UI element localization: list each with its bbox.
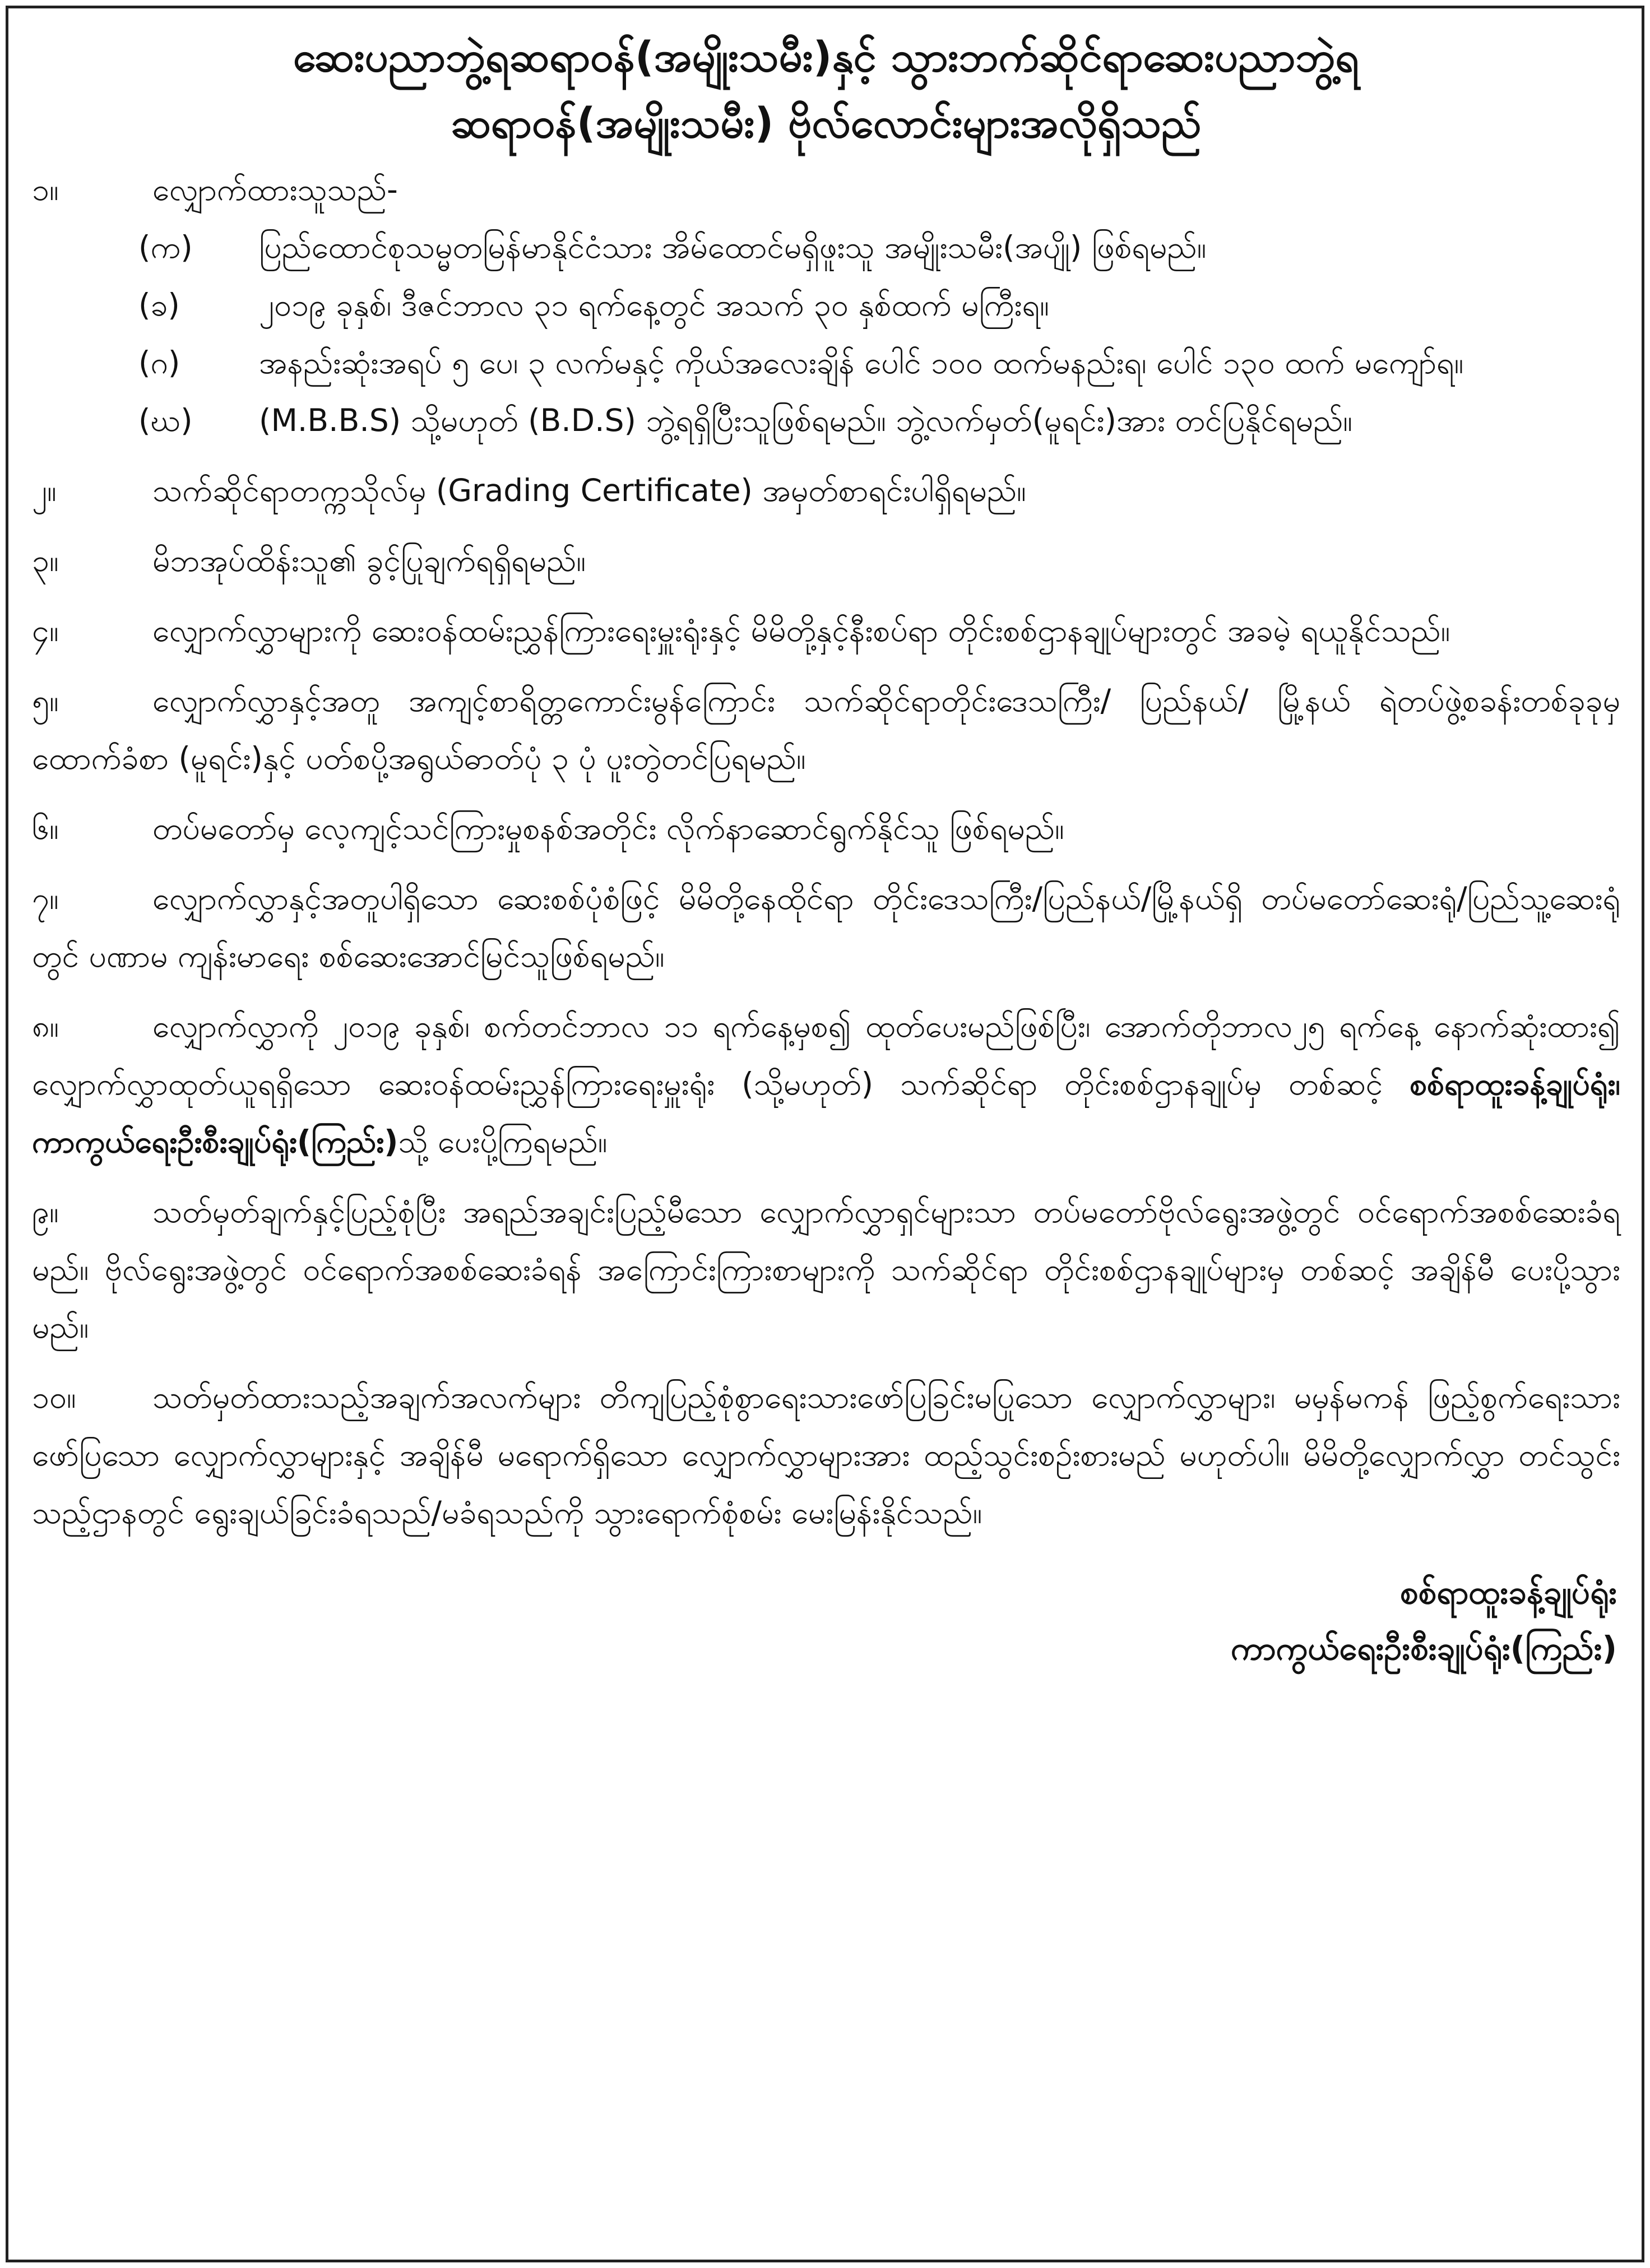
item-number: ၈။ xyxy=(32,1008,59,1044)
item-text: လျှောက်လွှာကို ၂၀၁၉ ခုနှစ်၊ စက်တင်ဘာလ ၁၁ ရက်နေ့မှစ၍ ထုတ်ပေးမည်ဖြစ်ပြီး၊ အောက်တိုဘာလ၂၅ ရက်နေ့ နောက်ဆုံးထား၍ လျှောက်လွှာထုတ်ယူရရှိသော ဆေးဝန်ထမ်းညွှန်ကြားရေးမှူးရုံး (သို့မဟုတ်) သက်ဆိုင်ရာ တိုင်းစစ်ဌာနချုပ်မှ တစ်ဆင့် xyxy=(32,1008,1620,1102)
item-number: ၁။ xyxy=(32,171,59,207)
item-number: ၆။ xyxy=(32,810,59,846)
item-text: သတ်မှတ်ထားသည့်အချက်အလက်များ တိကျပြည့်စုံစွာရေးသားဖော်ပြခြင်းမပြုသော လျှောက်လွှာများ၊ မမှန်မကန် ဖြည့်စွက်ရေးသားဖော်ပြသော လျှောက်လွှာများနှင့် အချိန်မီ မရောက်ရှိသော လျှောက်လွှာများအား ထည့်သွင်းစဉ်းစားမည် မဟုတ်ပါ။ မိမိတို့လျှောက်လွှာ တင်သွင်းသည့်ဌာနတွင် ရွေးချယ်ခြင်းခံရသည်/မခံရသည်ကို သွားရောက်စုံစမ်း မေးမြန်းနိုင်သည်။ xyxy=(32,1379,1620,1530)
sub-item-ka xyxy=(32,219,1620,276)
item-number: ၅။ xyxy=(32,683,59,718)
item-text: လျှောက်လွှာနှင့်အတူ အကျင့်စာရိတ္တကောင်းမွန်ကြောင်း သက်ဆိုင်ရာတိုင်းဒေသကြီး/ ပြည်နယ်/ မြို့နယ် ရဲတပ်ဖွဲ့စခန်းတစ်ခုခုမှ ထောက်ခံစာ (မူရင်း)နှင့် ပတ်စပို့အရွယ်ဓာတ်ပုံ ၃ ပုံ ပူးတွဲတင်ပြရမည်။ xyxy=(32,683,1620,776)
item-text: သတ်မှတ်ချက်နှင့်ပြည့်စုံပြီး အရည်အချင်းပြည့်မီသော လျှောက်လွှာရှင်များသာ တပ်မတော်ဗိုလ်ရွေးအဖွဲ့တွင် ဝင်ရောက်အစစ်ဆေးခံရမည်။ ဗိုလ်ရွေးအဖွဲ့တွင် ဝင်ရောက်အစစ်ဆေးခံရန် အကြောင်းကြားစာများကို သက်ဆိုင်ရာ တိုင်းစစ်ဌာနချုပ်များမှ တစ်ဆင့် အချိန်မီ ပေးပို့သွားမည်။ xyxy=(32,1194,1620,1345)
item-number: ၁၀။ xyxy=(32,1379,76,1415)
announcement-frame xyxy=(6,6,1644,2262)
item-text: တပ်မတော်မှ လေ့ကျင့်သင်ကြားမှုစနစ်အတိုင်း လိုက်နာဆောင်ရွက်နိုင်သူ ဖြစ်ရမည်။ xyxy=(152,810,1064,846)
sub-item-ga xyxy=(32,334,1620,392)
item-number: ၇။ xyxy=(32,880,59,916)
sub-item-kha xyxy=(32,276,1620,334)
item-text-emphasis: စစ်ရာထူးခန့်ချုပ်ရုံး၊ ကာကွယ်ရေးဦးစီးချုပ်ရုံး(ကြည်း) xyxy=(32,1066,1620,1159)
title-line-2: ဆရာဝန်(အမျိုးသမီး) ဗိုလ်လောင်းများအလိုရှိသည် xyxy=(451,99,1202,147)
item-text: လျှောက်လွှာများကို ဆေးဝန်ထမ်းညွှန်ကြားရေးမှူးရုံးနှင့် မိမိတို့နှင့်နီးစပ်ရာ တိုင်းစစ်ဌာနချုပ်များတွင် အခမဲ့ ရယူနိုင်သည်။ xyxy=(152,613,1450,648)
page-title xyxy=(32,24,1620,156)
requirement-item-9 xyxy=(32,1183,1620,1356)
sub-item-label: (ဂ) xyxy=(138,345,180,381)
signature-line-1: စစ်ရာထူးခန့်ချုပ်ရုံး xyxy=(1399,1573,1617,1611)
sub-item-gha xyxy=(32,392,1620,449)
sub-item-label: (ဃ) xyxy=(138,402,193,438)
item-text: သက်ဆိုင်ရာတက္ကသိုလ်မှ (Grading Certificate) အမှတ်စာရင်းပါရှိရမည်။ xyxy=(152,472,1026,508)
requirements-list xyxy=(32,161,1620,1542)
sub-item-label: (က) xyxy=(138,229,193,265)
requirement-item-8 xyxy=(32,998,1620,1171)
requirement-item-2 xyxy=(32,462,1620,520)
sub-item-text: (M.B.B.S) သို့မဟုတ် (B.D.S) ဘွဲ့ရရှိပြီးသူဖြစ်ရမည်။ ဘွဲ့လက်မှတ်(မူရင်း)အား တင်ပြနိုင်ရမည်။ xyxy=(259,402,1352,438)
signature-line-2: ကာကွယ်ရေးဦးစီးချုပ်ရုံး(ကြည်း) xyxy=(1231,1629,1617,1667)
requirement-item-10 xyxy=(32,1369,1620,1542)
sub-item-label: (ခ) xyxy=(138,287,180,323)
item-text: လျှောက်လွှာနှင့်အတူပါရှိသော ဆေးစစ်ပုံစံဖြင့် မိမိတို့နေထိုင်ရာ တိုင်းဒေသကြီး/ပြည်နယ်/မြို့နယ်ရှိ တပ်မတော်ဆေးရုံ/ပြည်သူ့ဆေးရုံတွင် ပဏာမ ကျန်းမာရေး စစ်ဆေးအောင်မြင်သူဖြစ်ရမည်။ xyxy=(32,880,1620,974)
requirement-item-6 xyxy=(32,800,1620,857)
signature-block xyxy=(32,1564,1620,1676)
sub-item-text: အနည်းဆုံးအရပ် ၅ ပေ၊ ၃ လက်မနှင့် ကိုယ်အလေးချိန် ပေါင် ၁၀၀ ထက်မနည်းရ၊ ပေါင် ၁၃၀ ထက် မကျော်ရ။ xyxy=(259,345,1464,381)
item-number: ၂။ xyxy=(32,472,57,508)
requirement-item-1 xyxy=(32,161,1620,219)
sub-item-text: ၂၀၁၉ ခုနှစ်၊ ဒီဇင်ဘာလ ၃၁ ရက်နေ့တွင် အသက် ၃၀ နှစ်ထက် မကြီးရ။ xyxy=(259,287,1049,323)
item-number: ၉။ xyxy=(32,1194,59,1230)
requirement-item-7 xyxy=(32,870,1620,985)
item-text-end: သို့ ပေးပို့ကြရမည်။ xyxy=(398,1124,608,1159)
requirement-item-4 xyxy=(32,602,1620,660)
sub-item-text: ပြည်ထောင်စုသမ္မတမြန်မာနိုင်ငံသား အိမ်ထောင်မရှိဖူးသူ အမျိုးသမီး(အပျို) ဖြစ်ရမည်။ xyxy=(259,229,1207,265)
item-number: ၄။ xyxy=(32,613,59,648)
item-text: လျှောက်ထားသူသည်- xyxy=(152,171,398,207)
requirement-item-3 xyxy=(32,532,1620,590)
item-number: ၃။ xyxy=(32,542,59,578)
item-text: မိဘအုပ်ထိန်းသူ၏ ခွင့်ပြုချက်ရရှိရမည်။ xyxy=(152,542,586,578)
title-line-1: ဆေးပညာဘွဲ့ရဆရာဝန်(အမျိုးသမီး)နှင့် သွားဘက်ဆိုင်ရာဆေးပညာဘွဲ့ရ xyxy=(293,33,1359,81)
requirement-item-5 xyxy=(32,672,1620,787)
